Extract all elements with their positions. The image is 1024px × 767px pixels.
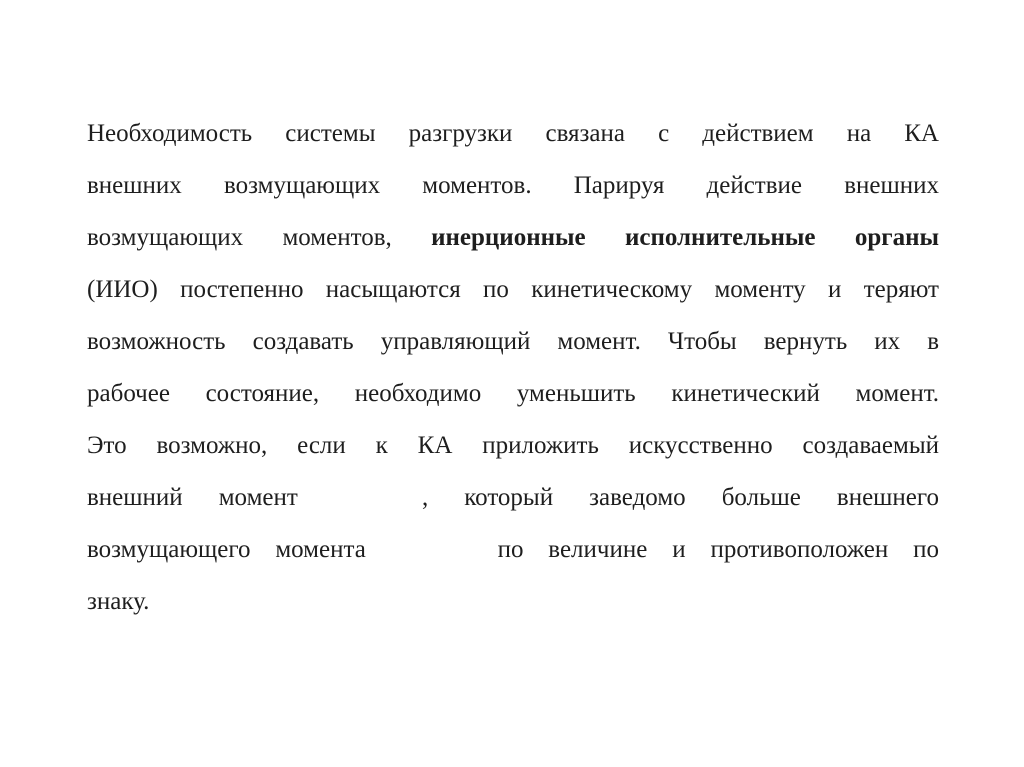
paragraph-line-8-end: , который заведомо больше внешнего <box>421 484 940 511</box>
paragraph-line-5: возможность создавать управляющий момент. Чтобы вернуть их в <box>87 328 939 355</box>
paragraph-line-3-text: возмущающих моментов, <box>87 224 392 251</box>
paragraph-line-2: внешних возмущающих моментов. Парируя действие внешних <box>87 172 939 199</box>
paragraph-line-4: (ИИО) постепенно насыщаются по кинетическому моменту и теряют <box>87 276 939 303</box>
paragraph-line-8 <box>87 472 939 524</box>
paragraph-line-10: знаку. <box>87 588 150 615</box>
paragraph-line-6: рабочее состояние, необходимо уменьшить кинетический момент. <box>87 380 939 407</box>
paragraph-line-9-start: возмущающего момента <box>87 536 366 563</box>
paragraph-line-1: Необходимость системы разгрузки связана с действием на КА <box>87 120 939 147</box>
paragraph-line-7: Это возможно, если к КА приложить искусственно создаваемый <box>87 432 939 459</box>
paragraph-line-8-start: внешний момент <box>87 484 298 511</box>
body-paragraph <box>87 108 939 628</box>
paragraph-line-9-end: по величине и противоположен по <box>497 536 940 563</box>
highlighted-term: инерционные исполнительные органы <box>431 224 939 251</box>
paragraph-line-3 <box>87 212 939 264</box>
paragraph-line-9 <box>87 524 939 576</box>
